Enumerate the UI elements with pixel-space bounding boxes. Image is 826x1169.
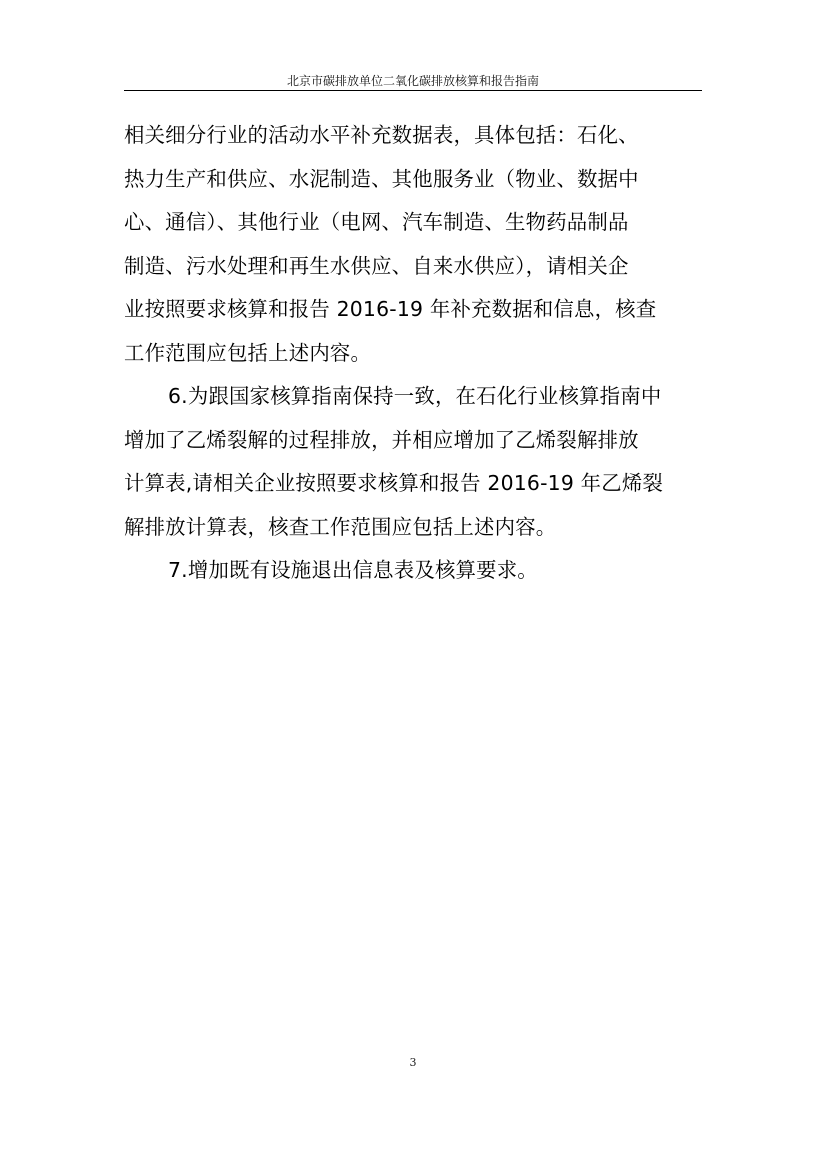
body-line: 热力生产和供应、水泥制造、其他服务业（物业、数据中 <box>124 166 639 191</box>
header-divider <box>124 90 702 91</box>
page-header-title: 北京市碳排放单位二氧化碳排放核算和报告指南 <box>286 74 539 88</box>
document-body <box>124 114 704 593</box>
paragraph-6-first-line: 6.为跟国家核算指南保持一致，在石化行业核算指南中 <box>168 384 662 408</box>
body-line: 相关细分行业的活动水平补充数据表，具体包括：石化、 <box>124 123 639 147</box>
body-line: 工作范围应包括上述内容。 <box>124 340 372 365</box>
body-line: 增加了乙烯裂解的过程排放，并相应增加了乙烯裂解排放 <box>124 427 639 452</box>
body-line: 心、通信）、其他行业（电网、汽车制造、生物药品制品 <box>124 210 629 234</box>
body-line: 解排放计算表，核查工作范围应包括上述内容。 <box>124 514 557 539</box>
paragraph-7-first-line: 7.增加既有设施退出信息表及核算要求。 <box>168 558 538 582</box>
body-line: 业按照要求核算和报告 2016-19 年补充数据和信息，核查 <box>124 297 657 321</box>
page-number: 3 <box>409 1056 417 1069</box>
body-line: 制造、污水处理和再生水供应、自来水供应），请相关企 <box>124 253 629 278</box>
body-line: 计算表,请相关企业按照要求核算和报告 2016-19 年乙烯裂 <box>124 471 664 495</box>
